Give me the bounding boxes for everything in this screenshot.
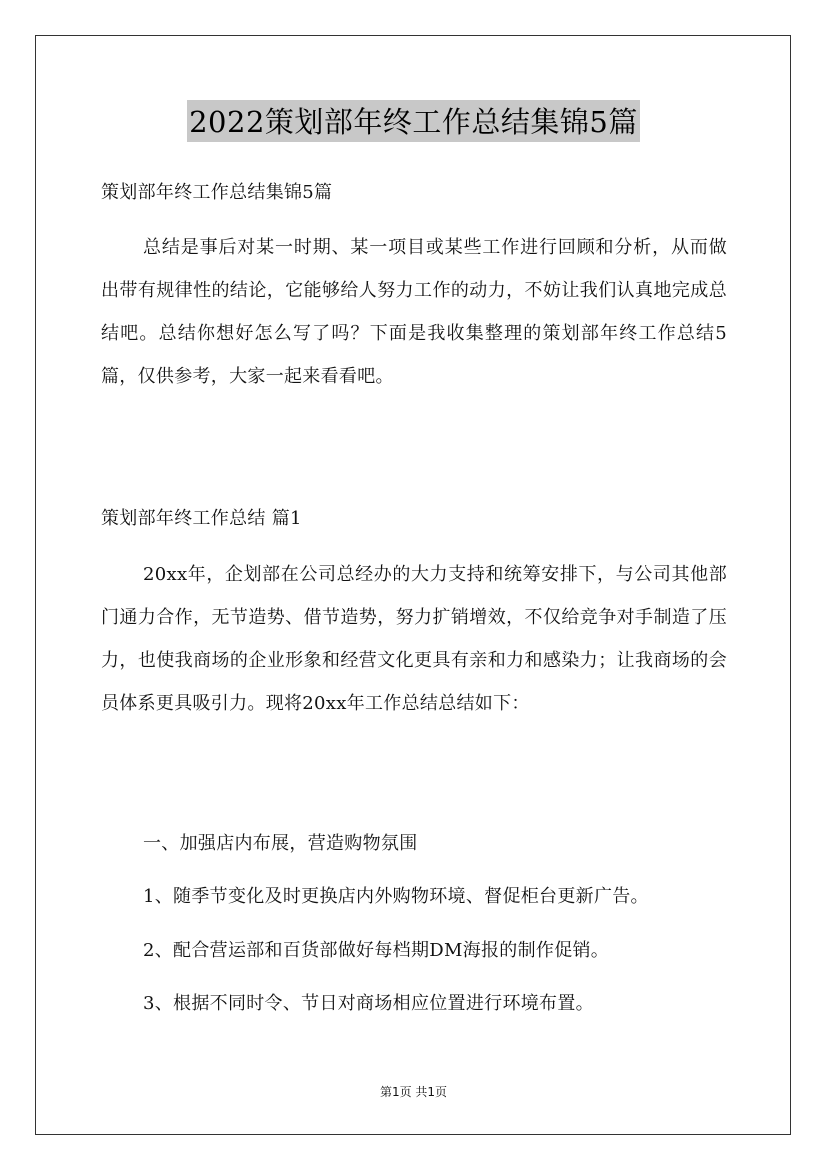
list-item: 3、根据不同时令、节日对商场相应位置进行环境布置。 bbox=[143, 993, 594, 1014]
document-subtitle: 策划部年终工作总结集锦5篇 bbox=[101, 182, 333, 203]
list-item: 2、配合营运部和百货部做好每档期DM海报的制作促销。 bbox=[143, 940, 610, 961]
intro-paragraph: 总结是事后对某一时期、某一项目或某些工作进行回顾和分析，从而做出带有规律性的结论，它能够给人努力工作的动力，不妨让我们认真地完成总结吧。总结你想好怎么写了吗？下面是我收集整理的策划部年终工作总结5篇，仅供参考，大家一起来看看吧。 bbox=[101, 237, 727, 387]
heading-1: 一、加强店内布展，营造购物氛围 bbox=[143, 833, 418, 854]
document-title: 2022策划部年终工作总结集锦5篇 bbox=[187, 100, 640, 142]
document-title-wrapper bbox=[0, 100, 827, 142]
section-heading: 策划部年终工作总结 篇1 bbox=[101, 508, 302, 529]
page-footer: 第1页 共1页 bbox=[379, 1085, 448, 1099]
list-item: 1、随季节变化及时更换店内外购物环境、督促柜台更新广告。 bbox=[143, 886, 649, 907]
section-body-paragraph: 20xx年，企划部在公司总经办的大力支持和统筹安排下，与公司其他部门通力合作，无节造势、借节造势，努力扩销增效，不仅给竞争对手制造了压力，也使我商场的企业形象和经营文化更具有亲和力和感染力；让我商场的会员体系更具吸引力。现将20xx年工作总结总结如下： bbox=[101, 564, 727, 714]
